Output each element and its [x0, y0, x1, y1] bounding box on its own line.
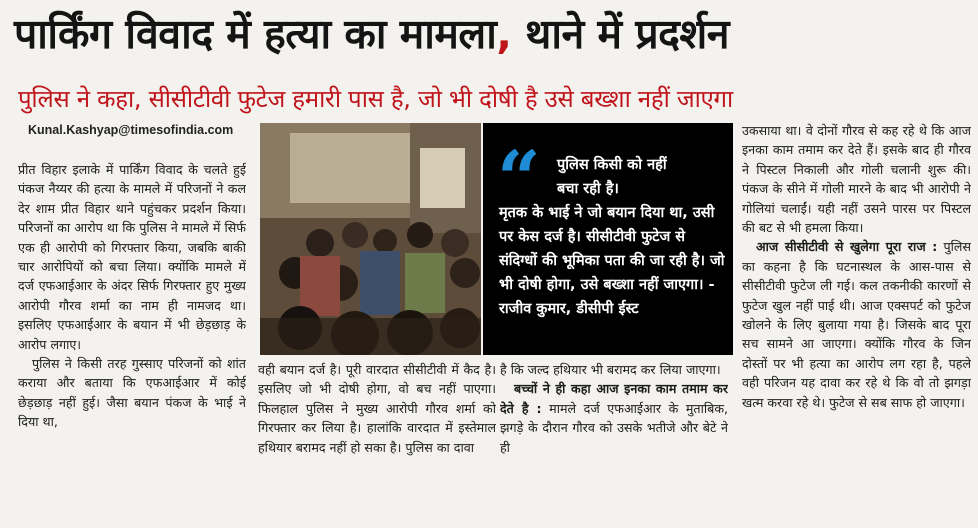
quote-text: [499, 153, 725, 321]
paragraph: उकसाया था। वे दोनों गौरव से कह रहे थे कि आज इनका काम तमाम कर देते हैं। इसके बाद ही गौरव ने पिस्टल निकाली और गोली चलानी शुरू की। पंकज के सीने में गोली मारने के बाद भी आरोपी ने गोलियां चलाईं। यही नहीं उसने पारस पर पिस्टल की बट से भी हमला किया।: [742, 123, 971, 236]
subheadline: पुलिस ने कहा, सीसीटीवी फुटेज हमारी पास है, जो भी दोषी है उसे बख्शा नहीं जाएगा: [18, 85, 733, 113]
article-column-3: [500, 360, 728, 525]
paragraph-with-subheading: [742, 237, 971, 412]
quote-rest: मृतक के भाई ने जो बयान दिया था, उसी पर केस दर्ज है। सीसीटीवी फुटेज से संदिग्धों की भूमिका पता की जा रही है। जो भी दोषी होगा, उसे बख्शा नहीं जाएगा। - राजीव कुमार, डीसीपी ईस्ट: [499, 205, 725, 317]
article-column-1: [18, 160, 246, 522]
headline: [14, 8, 964, 60]
paragraph-text: मामले दर्ज एफआईआर के मुताबिक, झगड़े के दौरान गौरव को उसके भतीजे और बेटे ने ही: [500, 400, 728, 455]
news-photo: [260, 123, 481, 355]
article-column-2: [258, 360, 496, 525]
headline-part2: थाने में प्रदर्शन: [511, 10, 730, 58]
article-column-4: [742, 121, 971, 526]
quote-box: [483, 123, 733, 355]
paragraph-text: पुलिस का कहना है कि घटनास्थल के आस-पास से सीसीटीवी फुटेज ली गई। कल तकनीकी कारणों से फुटेज खुल नहीं पाई थी। आज एक्सपर्ट को फुटेज खोलने के लिए बुलाया गया है। जिसके बाद पूरा सच सामने आ जाएगा। क्योंकि गौरव के जिन दोस्तों पर भी हत्या का आरोप लग रहा है, पहले वही परिजन यह दावा कर रहे थे कि वो तो झगड़ा खत्म करवा रहे थे। फुटेज से सब साफ हो जाएगा।: [742, 239, 971, 410]
crowd-photo-illustration: [260, 123, 481, 355]
headline-comma: ,: [496, 10, 512, 58]
headline-part1: पार्किंग विवाद में हत्या का मामला: [14, 10, 497, 58]
subheading: आज सीसीटीवी से खुलेगा पूरा राज :: [756, 239, 938, 255]
paragraph: वही बयान दर्ज है। पूरी वारदात सीसीटीवी में कैद है। इसलिए जो भी दोषी होगा, वो बच नहीं पाएगा। फिलहाल पुलिस ने मुख्य आरोपी गौरव शर्मा को गिरफ्तार कर लिया है। हालांकि वारदात में इस्तेमाल हथियार बरामद नहीं हो सका है। पुलिस का दावा: [258, 362, 496, 455]
quote-line-2: बचा रही है।: [557, 181, 619, 197]
byline-email: Kunal.Kashyap@timesofindia.com: [28, 123, 234, 137]
paragraph: पुलिस ने किसी तरह गुस्साए परिजनों को शांत कराया और बताया कि एफआईआर में कोई छेड़छाड़ नहीं हुई। जैसा बयान पंकज के भाई ने दिया था,: [18, 356, 246, 430]
subheading: बच्चों ने ही कहा आज इनका काम तमाम कर देते है :: [500, 381, 728, 416]
paragraph: प्रीत विहार इलाके में पार्किंग विवाद के चलते हुई पंकज नैय्यर की हत्या के मामले में परिजनों ने कल देर शाम प्रीत विहार थाने पहुंचकर प्रदर्शन किया। परिजनों का आरोप था कि पुलिस ने मामले में सिर्फ एक ही आरोपी को गिरफ्तार किया, जबकि बाकी चार आरोपियों को बचा लिया। क्योंकि मामले में दर्ज एफआईआर के अंदर सिर्फ गिरफ्तार हुए मुख्य आरोपी गौरव शर्मा का नाम ही नामजद था। इसलिए एफआईआर के बयान में भी छेड़छाड़ के आरोप लगाए।: [18, 162, 246, 352]
quote-mark-icon: “: [497, 134, 541, 223]
paragraph-with-subheading: [500, 379, 728, 457]
quote-line-1: पुलिस किसी को नहीं: [557, 157, 667, 173]
paragraph: है कि जल्द हथियार भी बरामद कर लिया जाएगा।: [500, 362, 721, 377]
